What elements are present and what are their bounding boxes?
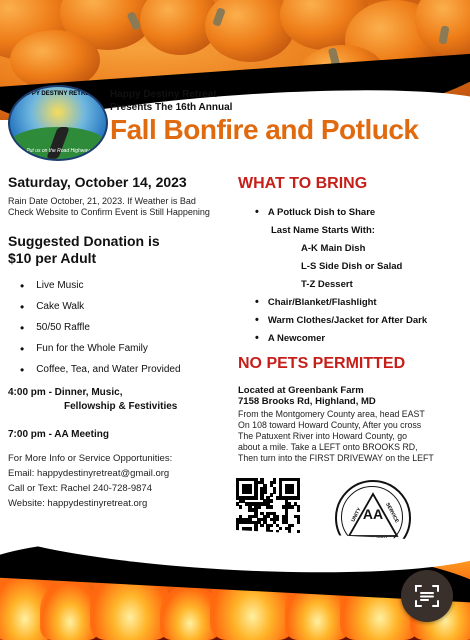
no-pets-notice: NO PETS PERMITTED (238, 355, 406, 372)
bring-ls: L-S Side Dish or Salad (301, 260, 403, 272)
list-item: • 50/50 Raffle (22, 317, 181, 338)
bring-potluck: • A Potluck Dish to Share (255, 203, 427, 221)
aa-service-label: SERVICE (384, 501, 400, 525)
aa-letters: AA (362, 506, 384, 522)
rain-date-notice (8, 196, 210, 218)
scan-text-icon (414, 583, 440, 609)
bring-last-name: Last Name Starts With: (271, 224, 375, 236)
list-item: • Coffee, Tea, and Water Provided (22, 359, 181, 380)
presenter-block (110, 88, 232, 114)
bring-ak: A-K Main Dish (301, 242, 366, 254)
donation-text (8, 233, 208, 267)
happy-destiny-logo (8, 85, 108, 161)
aa-unity-label: UNITY (350, 506, 363, 524)
event-date: Saturday, October 14, 2023 (8, 174, 187, 190)
rain-line-2: Check Website to Confirm Event is Still Happening (8, 207, 210, 217)
schedule-dinner-line-1: 4:00 pm - Dinner, Music, (8, 387, 123, 398)
list-item: • Live Music (22, 275, 181, 296)
bring-tz: T-Z Dessert (301, 278, 353, 290)
contact-email: Email: happydestinyretreat@gmail.org (8, 468, 170, 479)
bring-newcomer: • A Newcomer (255, 329, 427, 347)
directions-line: The Patuxent River into Howard County, go (238, 431, 408, 441)
presents-line: Presents The 16th Annual (110, 102, 233, 113)
directions-text (238, 409, 466, 464)
schedule-dinner (8, 386, 177, 414)
list-item: • Fun for the Whole Family (22, 338, 181, 359)
org-name: Happy Destiny Retreat (110, 89, 217, 100)
event-title: Fall Bonfire and Potluck (110, 114, 419, 145)
donation-line-2: $10 per Adult (8, 250, 97, 266)
bring-clothes: • Warm Clothes/Jacket for After Dark (255, 311, 427, 329)
what-to-bring-heading: WHAT TO BRING (238, 175, 368, 192)
features-list (22, 275, 181, 380)
contact-block (8, 451, 172, 511)
scan-text-button[interactable] (401, 570, 453, 622)
schedule-dinner-line-2: Fellowship & Festivities (64, 401, 178, 412)
rain-line-1: Rain Date October, 21, 2023. If Weather is Bad (8, 196, 196, 206)
list-item: • Cake Walk (22, 296, 181, 317)
bring-chair: • Chair/Blanket/Flashlight (255, 293, 427, 311)
directions-line: On 108 toward Howard County, After you cross (238, 420, 422, 430)
location-heading (238, 385, 376, 407)
bring-list (255, 203, 427, 347)
directions-line: From the Montgomery County area, head EAST (238, 409, 425, 419)
logo-tagline: Put us on the Road Highway (26, 148, 90, 154)
donation-line-1: Suggested Donation is (8, 233, 160, 249)
location-name: Located at Greenbank Farm (238, 385, 364, 396)
location-address: 7158 Brooks Rd, Highland, MD (238, 396, 376, 407)
contact-website: Website: happydestinyretreat.org (8, 498, 148, 509)
contact-intro: For More Info or Service Opportunities: (8, 453, 173, 464)
directions-line: about a mile. Take a LEFT onto BROOKS RD, (238, 442, 418, 452)
schedule-aa-meeting: 7:00 pm - AA Meeting (8, 429, 109, 440)
contact-phone: Call or Text: Rachel 240-728-9874 (8, 483, 152, 494)
directions-line: Then turn into the FIRST DRIVEWAY on the LEFT (238, 453, 434, 463)
logo-arc-text: HAPPY DESTINY RETREAT (19, 91, 97, 97)
